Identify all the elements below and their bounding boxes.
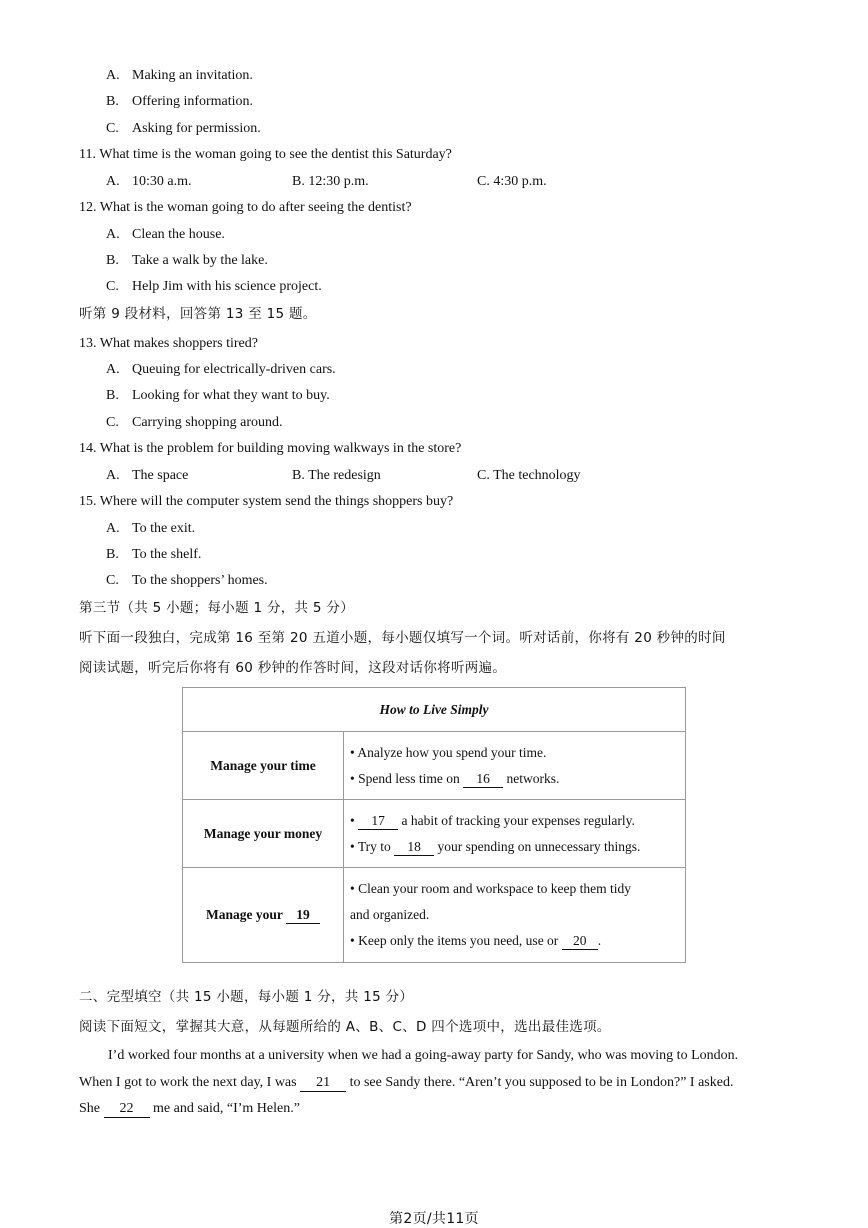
q13-option-b: B. Looking for what they want to buy.	[106, 388, 330, 403]
q10-option-b: B. Offering information.	[106, 94, 254, 109]
q11-option-b: B. 12:30 p.m.	[292, 174, 369, 189]
time-line-2: • Spend less time on 16 networks.	[350, 770, 560, 786]
time-line-1: • Analyze how you spend your time.	[350, 744, 547, 760]
q14-option-a: A. The space	[106, 468, 189, 483]
q12-option-b: B. Take a walk by the lake.	[106, 253, 268, 268]
q15-option-a: A. To the exit.	[106, 521, 196, 536]
money-line-1: • 17 a habit of tracking your expenses regularly.	[350, 812, 635, 828]
passage-line-2: When I got to work the next day, I was 21 to see Sandy there. “Aren’t you supposed to be in London?” I asked.	[79, 1075, 734, 1090]
q13-option-a: A. Queuing for electrically-driven cars.	[106, 362, 336, 377]
category-money: Manage your money	[183, 800, 344, 868]
part3-instruction-line2: 阅读试题，听完后你将有 60 秒钟的作答时间，这段对话你将听两遍。	[79, 660, 507, 676]
q12-stem: 12. What is the woman going to do after seeing the dentist?	[79, 200, 412, 215]
passage-line-3: She 22 me and said, “I’m Helen.”	[79, 1101, 300, 1116]
q13-option-c: C. Carrying shopping around.	[106, 415, 283, 430]
q12-option-c: C. Help Jim with his science project.	[106, 279, 322, 294]
blank-16: 16	[463, 771, 503, 788]
part2-heading: 二、完型填空（共 15 小题，每小题 1 分，共 15 分）	[79, 989, 414, 1005]
blank-19: 19	[286, 907, 320, 924]
blank-17: 17	[358, 813, 398, 830]
q13-stem: 13. What makes shoppers tired?	[79, 336, 258, 351]
table-title: How to Live Simply	[183, 688, 686, 732]
part3-instruction-line1: 听下面一段独白，完成第 16 至第 20 五道小题，每小题仅填写一个词。听对话前，你将有 20 秒钟的时间	[79, 630, 726, 646]
section9-instruction: 听第 9 段材料，回答第 13 至 15 题。	[79, 306, 317, 322]
blank-21: 21	[300, 1075, 346, 1092]
q15-option-c: C. To the shoppers’ homes.	[106, 573, 268, 588]
content-19	[344, 868, 686, 963]
q11-stem: 11. What time is the woman going to see the dentist this Saturday?	[79, 147, 452, 162]
space-line-3: • Keep only the items you need, use or 20 .	[350, 933, 602, 948]
q11-option-c: C. 4:30 p.m.	[477, 174, 547, 189]
q14-stem: 14. What is the problem for building moving walkways in the store?	[79, 441, 462, 456]
space-line-1: • Clean your room and workspace to keep them tidy	[350, 881, 632, 896]
content-money	[344, 800, 686, 868]
q11-option-a: A. 10:30 a.m.	[106, 174, 192, 189]
q12-option-a: A. Clean the house.	[106, 227, 225, 242]
money-line-2: • Try to 18 your spending on unnecessary things.	[350, 838, 641, 854]
content-time	[344, 732, 686, 800]
category-19: Manage your 19	[183, 868, 344, 963]
q15-option-b: B. To the shelf.	[106, 547, 202, 562]
q14-option-c: C. The technology	[477, 468, 581, 483]
page-number: 第2页/共11页	[389, 1211, 479, 1227]
space-line-2: and organized.	[350, 907, 430, 922]
q10-option-c: C. Asking for permission.	[106, 121, 261, 136]
part3-heading: 第三节（共 5 小题；每小题 1 分，共 5 分）	[79, 600, 355, 616]
blank-22: 22	[104, 1101, 150, 1118]
q10-option-a: A. Making an invitation.	[106, 68, 253, 83]
blank-18: 18	[394, 839, 434, 856]
passage-line-1: I’d worked four months at a university when we had a going-away party for Sandy, who was moving to London.	[108, 1048, 739, 1063]
how-to-live-simply-table	[182, 687, 686, 963]
category-time: Manage your time	[183, 732, 344, 800]
blank-20: 20	[562, 933, 598, 950]
part2-instruction: 阅读下面短文，掌握其大意，从每题所给的 A、B、C、D 四个选项中，选出最佳选项。	[79, 1019, 611, 1035]
q15-stem: 15. Where will the computer system send the things shoppers buy?	[79, 494, 454, 509]
q14-option-b: B. The redesign	[292, 468, 381, 483]
